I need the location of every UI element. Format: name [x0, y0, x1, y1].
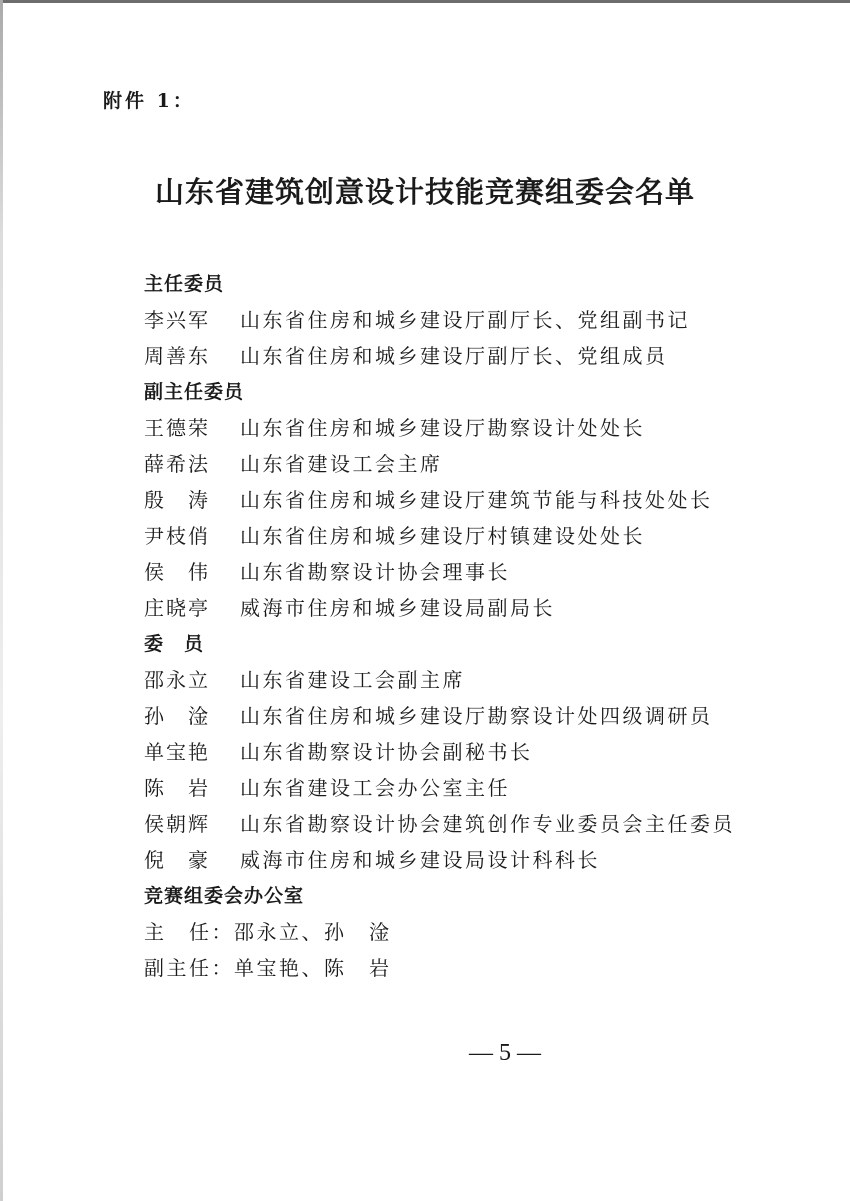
- page-number: — 5 —: [469, 1040, 541, 1066]
- member-title: 威海市住房和城乡建设局设计科科长: [240, 848, 600, 872]
- member-row: [144, 590, 784, 626]
- member-name: 陈 岩: [144, 776, 210, 800]
- member-name: 邵永立: [144, 668, 210, 692]
- member-title: 山东省住房和城乡建设厅副厅长、党组副书记: [240, 308, 690, 332]
- member-row: [144, 302, 784, 338]
- section-heading-director: 主任委员: [144, 273, 225, 295]
- section-heading-office: 竞赛组委会办公室: [144, 885, 305, 907]
- member-row: [144, 338, 784, 374]
- member-name: 薛希法: [144, 452, 210, 476]
- member-name: 周善东: [144, 344, 210, 368]
- member-name: 侯 伟: [144, 560, 210, 584]
- attachment-label: 附件 1：: [103, 90, 195, 112]
- member-title: 山东省住房和城乡建设厅村镇建设处处长: [240, 524, 645, 548]
- member-title: 山东省勘察设计协会建筑创作专业委员会主任委员: [240, 812, 735, 836]
- member-name: 孙 淦: [144, 704, 210, 728]
- member-row: [144, 842, 784, 878]
- document-title: 山东省建筑创意设计技能竞赛组委会名单: [154, 175, 695, 209]
- member-title: 山东省住房和城乡建设厅副厅长、党组成员: [240, 344, 668, 368]
- member-row: [144, 554, 784, 590]
- member-name: 李兴军: [144, 308, 210, 332]
- member-title: 山东省住房和城乡建设厅勘察设计处四级调研员: [240, 704, 713, 728]
- member-name: 单宝艳: [144, 740, 210, 764]
- member-title: 山东省住房和城乡建设厅建筑节能与科技处处长: [240, 488, 713, 512]
- member-title: 山东省建设工会副主席: [240, 668, 465, 692]
- member-row: [144, 446, 784, 482]
- member-name: 倪 豪: [144, 848, 210, 872]
- section-heading-deputy: 副主任委员: [144, 381, 245, 403]
- office-line-director: 主 任：邵永立、孙 淦: [144, 920, 392, 944]
- committee-list: [144, 266, 784, 986]
- member-name: 庄晓亭: [144, 596, 210, 620]
- office-line-deputy: 副主任：单宝艳、陈 岩: [144, 956, 392, 980]
- member-row: [144, 806, 784, 842]
- member-row: [144, 518, 784, 554]
- member-row: [144, 698, 784, 734]
- member-row: [144, 482, 784, 518]
- member-name: 尹枝俏: [144, 524, 210, 548]
- section-heading-members: 委 员: [144, 633, 205, 655]
- member-name: 侯朝辉: [144, 812, 210, 836]
- member-title: 山东省勘察设计协会副秘书长: [240, 740, 533, 764]
- member-name: 王德荣: [144, 416, 210, 440]
- member-row: [144, 662, 784, 698]
- member-title: 威海市住房和城乡建设局副局长: [240, 596, 555, 620]
- member-name: 殷 涛: [144, 488, 210, 512]
- member-row: [144, 734, 784, 770]
- member-row: [144, 410, 784, 446]
- member-title: 山东省建设工会主席: [240, 452, 443, 476]
- member-title: 山东省建设工会办公室主任: [240, 776, 510, 800]
- member-row: [144, 770, 784, 806]
- member-title: 山东省住房和城乡建设厅勘察设计处处长: [240, 416, 645, 440]
- scan-edge-top: [0, 0, 850, 3]
- member-title: 山东省勘察设计协会理事长: [240, 560, 510, 584]
